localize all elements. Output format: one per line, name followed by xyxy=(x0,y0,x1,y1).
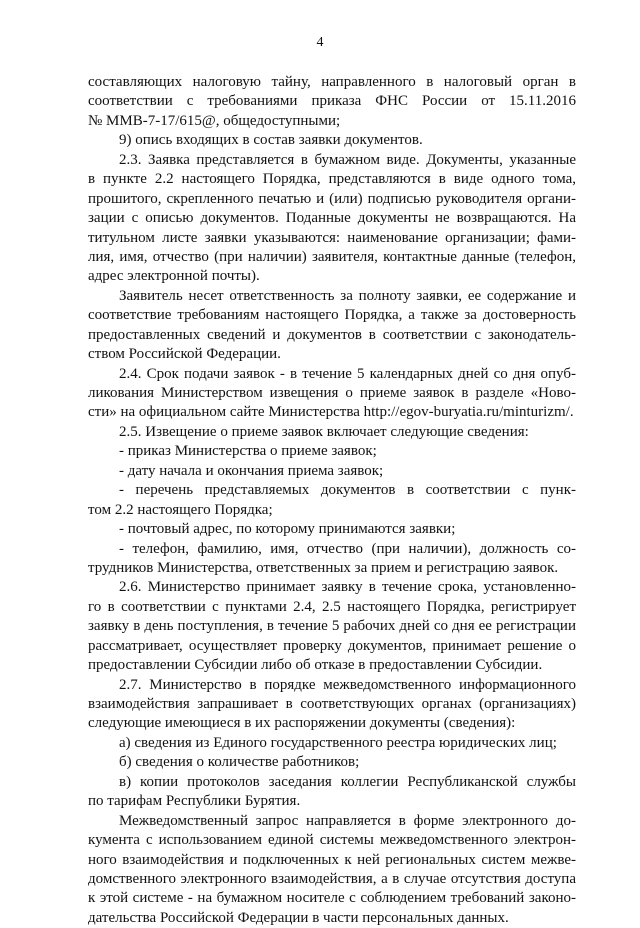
text-line: № ММВ-7-17/615@, общедоступными; xyxy=(88,112,341,129)
text-line: трудников Министерства, ответственных за прием и регистрацию заявок. xyxy=(88,559,559,576)
text-line: а) сведения из Единого государственного реестра юридических лиц; xyxy=(119,734,557,751)
text-line: предоставленных сведений и документов в соответствии с законодатель- xyxy=(88,326,576,343)
text-line: домственного электронного взаимодействия, а в случае отсутствия доступа xyxy=(88,870,576,887)
text-line: ликования Министерством извещения о приеме заявок в разделе «Ново- xyxy=(88,385,576,401)
text-line: составляющих налоговую тайну, направленного в налоговый орган в xyxy=(88,74,576,90)
text-line: Межведомственный запрос направляется в форме электронного до- xyxy=(119,812,576,829)
text-line: 2.5. Извещение о приеме заявок включает следующие сведения: xyxy=(119,423,529,440)
text-line: в) копии протоколов заседания коллегии Республиканской службы xyxy=(119,773,576,790)
text-line: Заявитель несет ответственность за полноту заявки, ее содержание и xyxy=(119,287,576,304)
text-line: - почтовый адрес, по которому принимаются заявки; xyxy=(119,521,456,538)
text-line: ством Российской Федерации. xyxy=(88,346,281,363)
text-line: заявку в день поступления, в течение 5 рабочих дней со дня ее регистрации xyxy=(88,618,576,635)
text-line: - приказ Министерства о приеме заявок; xyxy=(119,443,377,460)
text-line: - телефон, фамилию, имя, отчество (при наличии), должность со- xyxy=(119,540,576,557)
text-line: титульном листе заявки указываются: наименование организации; фами- xyxy=(88,229,576,246)
text-line: 2.3. Заявка представляется в бумажном виде. Документы, указанные xyxy=(119,151,576,168)
text-line: 9) опись входящих в состав заявки документов. xyxy=(119,132,423,149)
text-line: 2.4. Срок подачи заявок - в течение 5 календарных дней со дня опуб- xyxy=(119,365,576,382)
text-line: к этой системе - на бумажном носителе с соблюдением требований законо- xyxy=(88,890,576,907)
text-line: по тарифам Республики Бурятия. xyxy=(88,793,301,810)
text-line: адрес электронной почты). xyxy=(88,268,260,285)
text-line: соответствие требованиям настоящего Порядка, а также за достоверность xyxy=(88,307,576,324)
document-body xyxy=(88,73,576,928)
text-line: ного взаимодействия и подключенных к ней региональных систем межве- xyxy=(88,851,576,868)
text-line: - перечень представляемых документов в соответствии с пунк- xyxy=(119,482,576,499)
text-line: б) сведения о количестве работников; xyxy=(119,754,360,771)
text-line: прошитого, скрепленного печатью и (или) подписью руководителя органи- xyxy=(88,190,576,207)
text-line: следующие имеющиеся в их распоряжении документы (сведения): xyxy=(88,715,516,732)
text-line: том 2.2 настоящего Порядка; xyxy=(88,501,273,518)
text-line: кумента с использованием единой системы межведомственного электрон- xyxy=(88,832,576,849)
text-line: рассматривает, осуществляет проверку документов, принимает решение о xyxy=(88,637,576,654)
text-line: го в соответствии с пунктами 2.4, 2.5 настоящего Порядка, регистрирует xyxy=(88,598,576,615)
text-line: соответствии с требованиями приказа ФНС России от 15.11.2016 xyxy=(88,93,576,110)
text-line: 2.7. Министерство в порядке межведомственного информационного xyxy=(119,676,576,693)
page-number: 4 xyxy=(316,35,324,50)
text-line: - дату начала и окончания приема заявок; xyxy=(119,462,384,479)
text-line: взаимодействия запрашивает в соответствующих органах (организациях) xyxy=(88,696,576,712)
text-line: дательства Российской Федерации в части персональных данных. xyxy=(88,909,509,926)
text-line: предоставлении Субсидии либо об отказе в предоставлении Субсидии. xyxy=(88,657,543,674)
text-line: в пункте 2.2 настоящего Порядка, представляются в виде одного тома, xyxy=(88,171,576,188)
text-line: зации с описью документов. Поданные документы не возвращаются. На xyxy=(88,210,576,227)
text-line: сти» на официальном сайте Министерства http://egov-buryatia.ru/minturizm/. xyxy=(88,404,574,421)
text-line: лия, имя, отчество (при наличии) заявителя, контактные данные (телефон, xyxy=(88,248,576,265)
text-line: 2.6. Министерство принимает заявку в течение срока, установленно- xyxy=(119,579,576,596)
